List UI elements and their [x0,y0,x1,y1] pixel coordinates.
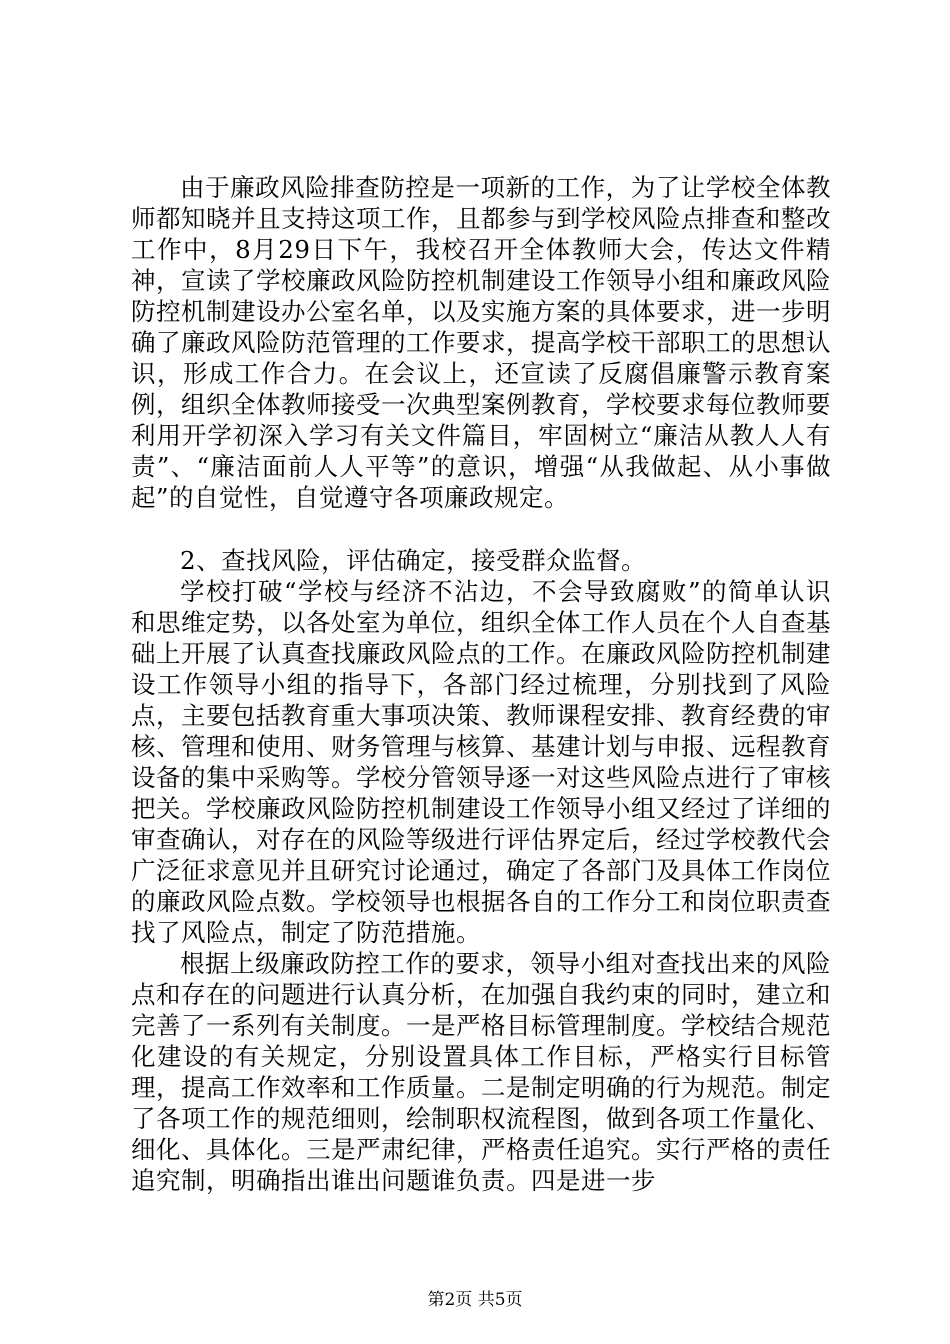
page-number-footer: 第2页 共5页 [427,1290,523,1310]
paragraph-system-building: 根据上级廉政防控工作的要求，领导小组对查找出来的风险点和存在的问题进行认真分析，在加强自我约束的同时，建立和完善了一系列有关制度。一是严格目标管理制度。学校结合规范化建设的有关规定，分别设置具体工作目标，严格实行目标管理，提高工作效率和工作质量。二是制定明确的行为规范。制定了各项工作的规范细则，绘制职权流程图，做到各项工作量化、细化、具体化。三是严肃纪律，严格责任追究。实行严格的责任追究制，明确指出谁出问题谁负责。四是进一步 [131,949,831,1195]
document-body [131,172,831,1196]
section-heading-risk-finding: 2、查找风险，评估确定，接受群众监督。 [180,546,647,575]
paragraph-spacer [131,513,831,545]
paragraph-risk-finding: 学校打破“学校与经济不沾边，不会导致腐败”的简单认识和思维定势，以各处室为单位，组织全体工作人员在个人自查基础上开展了认真查找廉政风险点的工作。在廉政风险防控机制建设工作领导小组的指导下，各部门经过梳理，分别找到了风险点，主要包括教育重大事项决策、教师课程安排、教育经费的审核、管理和使用、财务管理与核算、基建计划与申报、远程教育设备的集中采购等。学校分管领导逐一对这些风险点进行了审核把关。学校廉政风险防控机制建设工作领导小组又经过了详细的审查确认，对存在的风险等级进行评估界定后，经过学校教代会广泛征求意见并且研究讨论通过，确定了各部门及具体工作岗位的廉政风险点数。学校领导也根据各自的工作分工和岗位职责查找了风险点，制定了防范措施。 [131,577,831,947]
paragraph-meeting: 由于廉政风险排查防控是一项新的工作，为了让学校全体教师都知晓并且支持这项工作，且都参与到学校风险点排查和整改工作中，8月29日下午，我校召开全体教师大会，传达文件精神，宣读了学校廉政风险防控机制建设工作领导小组和廉政风险防控机制建设办公室名单，以及实施方案的具体要求，进一步明确了廉政风险防范管理的工作要求，提高学校干部职工的思想认识，形成工作合力。在会议上，还宣读了反腐倡廉警示教育案例，组织全体教师接受一次典型案例教育，学校要求每位教师要利用开学初深入学习有关文件篇目，牢固树立“廉洁从教人人有责”、“廉洁面前人人平等”的意识，增强“从我做起、从小事做起”的自觉性，自觉遵守各项廉政规定。 [131,173,831,512]
